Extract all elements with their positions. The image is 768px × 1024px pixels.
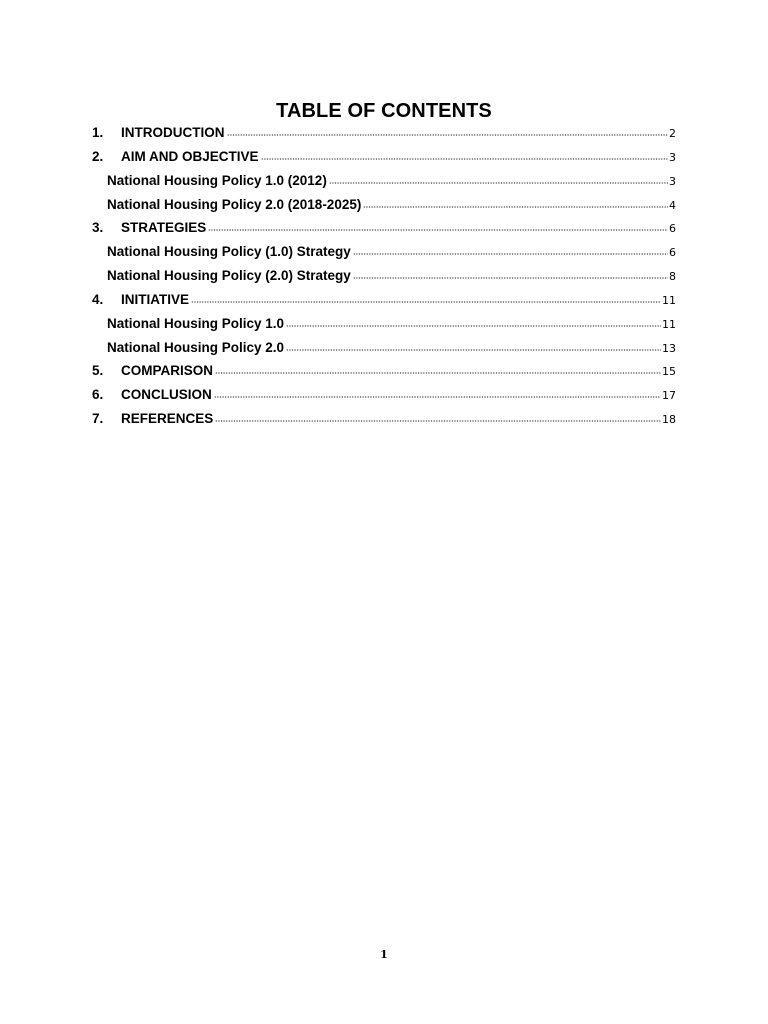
toc-entry-nhp-2-strategy[interactable] <box>92 264 676 288</box>
toc-entry-number: 3. <box>92 220 104 236</box>
page-number: 1 <box>380 948 388 961</box>
toc-title: TABLE OF CONTENTS <box>276 100 492 122</box>
toc-entry-label: CONCLUSION <box>121 387 212 403</box>
dot-leader <box>191 300 661 304</box>
toc-entry-page: 11 <box>662 317 676 331</box>
toc-list <box>92 121 676 431</box>
toc-entry-label: National Housing Policy (1.0) Strategy <box>107 244 351 260</box>
toc-entry-page: 18 <box>662 413 676 427</box>
dot-leader <box>214 395 661 399</box>
dot-leader <box>286 324 661 328</box>
toc-entry-conclusion[interactable] <box>92 383 676 407</box>
toc-entry-number: 7. <box>92 411 104 427</box>
dot-leader <box>215 371 661 375</box>
toc-entry-label: REFERENCES <box>121 411 214 427</box>
toc-entry-nhp-1-strategy[interactable] <box>92 240 676 264</box>
toc-entry-label: National Housing Policy (2.0) Strategy <box>107 268 351 284</box>
toc-entry-initiative[interactable] <box>92 288 676 312</box>
toc-entry-page: 15 <box>662 365 676 379</box>
dot-leader <box>208 228 668 232</box>
toc-entry-aim-and-objective[interactable] <box>92 145 676 169</box>
toc-entry-page: 11 <box>662 293 676 307</box>
toc-entry-page: 3 <box>669 174 676 188</box>
toc-entry-label: INITIATIVE <box>121 291 190 307</box>
dot-leader <box>227 133 669 137</box>
toc-entry-number: 5. <box>92 363 104 379</box>
toc-entry-introduction[interactable] <box>92 121 676 145</box>
dot-leader <box>353 252 668 256</box>
toc-entry-page: 4 <box>669 198 676 212</box>
toc-entry-label: STRATEGIES <box>121 220 207 236</box>
toc-entry-page: 8 <box>669 270 676 284</box>
toc-entry-comparison[interactable] <box>92 359 676 383</box>
toc-entry-references[interactable] <box>92 407 676 431</box>
toc-entry-page: 13 <box>662 341 676 355</box>
toc-entry-page: 17 <box>662 389 676 403</box>
dot-leader <box>329 181 668 185</box>
toc-entry-label: AIM AND OBJECTIVE <box>121 148 259 164</box>
toc-entry-nhp-1-2012[interactable] <box>92 169 676 193</box>
toc-entry-number: 2. <box>92 148 104 164</box>
toc-entry-label: National Housing Policy 1.0 <box>107 315 285 331</box>
dot-leader <box>363 205 668 209</box>
dot-leader <box>286 348 661 352</box>
toc-entry-number: 6. <box>92 387 104 403</box>
toc-entry-nhp-1[interactable] <box>92 312 676 336</box>
toc-entry-label: COMPARISON <box>121 363 214 379</box>
toc-entry-label: National Housing Policy 2.0 <box>107 339 285 355</box>
toc-entry-label: National Housing Policy 2.0 (2018-2025) <box>107 196 362 212</box>
toc-entry-page: 2 <box>669 127 676 140</box>
toc-entry-label: National Housing Policy 1.0 (2012) <box>107 172 327 188</box>
toc-entry-number: 4. <box>92 291 104 307</box>
dot-leader <box>215 419 661 423</box>
toc-entry-page: 6 <box>669 246 676 260</box>
toc-entry-page: 3 <box>669 150 676 164</box>
toc-entry-page: 6 <box>669 222 676 236</box>
toc-entry-strategies[interactable] <box>92 216 676 240</box>
toc-entry-label: INTRODUCTION <box>121 125 225 140</box>
toc-entry-nhp-2-2018-2025[interactable] <box>92 193 676 217</box>
dot-leader <box>353 276 668 280</box>
toc-entry-number: 1. <box>92 125 104 140</box>
toc-entry-nhp-2[interactable] <box>92 336 676 360</box>
dot-leader <box>261 157 668 161</box>
